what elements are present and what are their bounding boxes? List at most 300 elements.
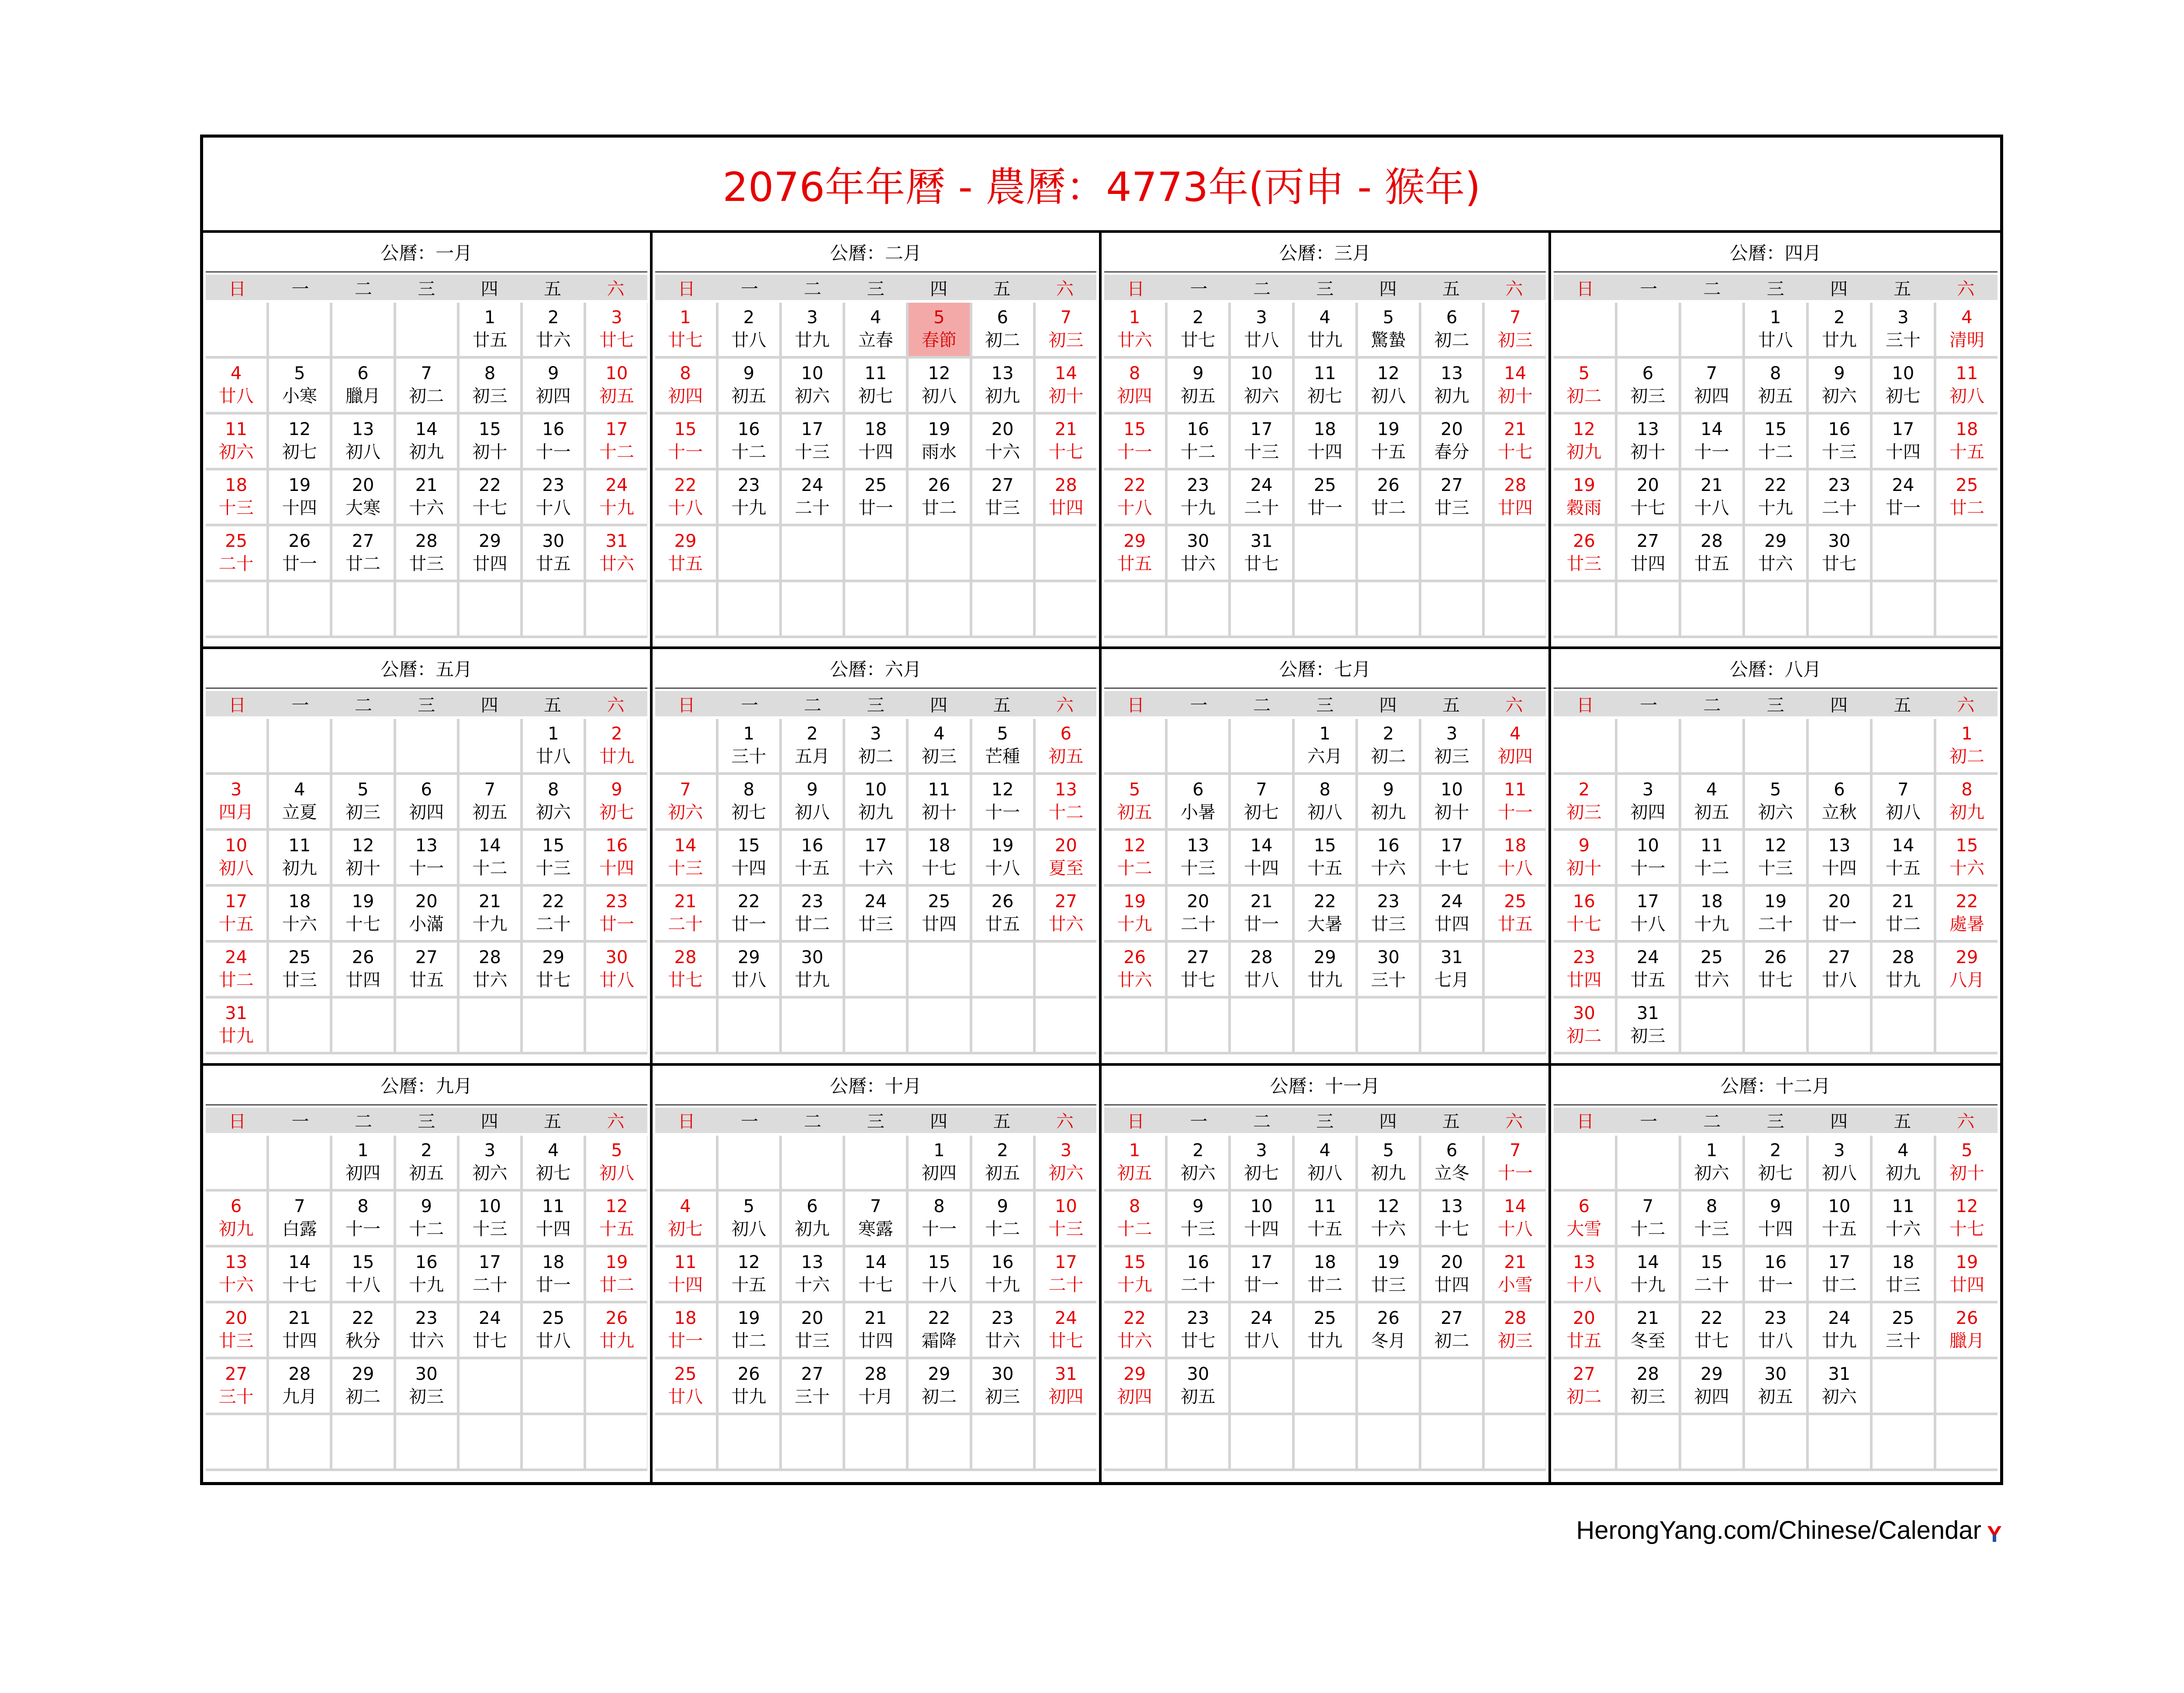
gregorian-day: 30 <box>542 531 565 551</box>
gregorian-day: 20 <box>1187 891 1209 912</box>
lunar-day: 白露 <box>282 1219 317 1239</box>
gregorian-day: 20 <box>1637 475 1659 495</box>
day-cell <box>1745 359 1806 412</box>
day-cell <box>396 1136 457 1189</box>
lunar-day: 廿六 <box>409 1330 444 1351</box>
gregorian-day: 19 <box>1573 475 1595 495</box>
gregorian-day: 5 <box>743 1196 755 1216</box>
day-cell <box>1617 831 1679 884</box>
gregorian-day: 1 <box>484 308 496 328</box>
gregorian-day: 23 <box>737 475 760 495</box>
calendar-frame <box>200 135 2003 1485</box>
gregorian-day: 2 <box>743 308 755 328</box>
lunar-day: 廿九 <box>731 1386 767 1407</box>
gregorian-day: 18 <box>542 1252 565 1272</box>
lunar-day: 初四 <box>1117 1386 1152 1407</box>
empty-cell <box>1104 999 1165 1052</box>
weekday-label: 日 <box>1576 695 1594 715</box>
weekday-label: 六 <box>1056 279 1074 299</box>
day-cell <box>1358 415 1419 468</box>
lunar-day: 廿五 <box>409 970 444 991</box>
day-cell <box>719 887 779 940</box>
gregorian-day: 19 <box>1377 1252 1400 1272</box>
lunar-day: 十六 <box>985 442 1020 462</box>
gregorian-day: 30 <box>605 947 628 968</box>
gregorian-day: 8 <box>357 1196 369 1216</box>
day-cell <box>1873 1247 1934 1301</box>
lunar-day: 初五 <box>985 1163 1020 1183</box>
gregorian-day: 17 <box>605 419 628 439</box>
gregorian-day: 8 <box>680 363 691 384</box>
lunar-day: 廿八 <box>731 970 767 991</box>
day-cell <box>1554 1303 1615 1357</box>
lunar-day: 廿九 <box>599 746 634 767</box>
lunar-day: 廿五 <box>1497 914 1533 935</box>
day-cell <box>1295 1192 1355 1245</box>
day-cell <box>1936 831 1997 884</box>
weekday-label: 三 <box>1316 1112 1334 1132</box>
gregorian-day: 18 <box>674 1308 697 1328</box>
lunar-day: 十一 <box>1117 442 1152 462</box>
empty-cell <box>1168 719 1228 772</box>
empty-cell <box>1873 526 1934 580</box>
lunar-day: 初五 <box>1758 1386 1793 1407</box>
weekday-label: 日 <box>677 279 695 299</box>
day-grid <box>1104 303 1546 638</box>
lunar-day: 十一 <box>1694 442 1729 462</box>
gregorian-day: 19 <box>1377 419 1400 439</box>
gregorian-day: 24 <box>864 891 887 912</box>
gregorian-day: 8 <box>1129 363 1140 384</box>
month-title: 公曆：六月 <box>655 649 1097 689</box>
day-grid <box>1554 303 1998 638</box>
gregorian-day: 10 <box>1441 780 1463 800</box>
gregorian-day: 14 <box>1054 363 1077 384</box>
gregorian-day: 25 <box>674 1364 697 1384</box>
lunar-day: 小暑 <box>1180 802 1216 823</box>
month-block <box>1102 649 1551 1065</box>
gregorian-day: 16 <box>1187 1252 1209 1272</box>
gregorian-day: 12 <box>991 780 1014 800</box>
day-cell <box>1168 943 1228 996</box>
gregorian-day: 26 <box>1377 475 1400 495</box>
day-cell <box>269 831 330 884</box>
weekday-label: 一 <box>741 279 759 299</box>
gregorian-day: 13 <box>415 836 438 856</box>
day-cell <box>1295 831 1355 884</box>
lunar-day: 二十 <box>795 498 830 518</box>
gregorian-day: 12 <box>1573 419 1595 439</box>
weekday-label: 二 <box>354 1112 372 1132</box>
lunar-day: 十四 <box>1821 858 1857 879</box>
day-cell <box>972 359 1033 412</box>
day-cell <box>332 775 393 828</box>
lunar-day: 廿三 <box>1885 1275 1921 1295</box>
day-cell <box>909 775 969 828</box>
lunar-day: 廿三 <box>1566 554 1602 574</box>
lunar-day: 十二 <box>1048 802 1084 823</box>
day-cell <box>1873 415 1934 468</box>
day-cell <box>586 359 647 412</box>
month-title: 公曆：五月 <box>206 649 647 689</box>
lunar-day: 廿八 <box>1244 970 1279 991</box>
day-cell <box>1745 887 1806 940</box>
day-cell <box>1231 303 1292 356</box>
empty-cell <box>972 999 1033 1052</box>
day-cell <box>396 359 457 412</box>
gregorian-day: 5 <box>1382 1140 1394 1161</box>
lunar-day: 廿五 <box>1694 554 1729 574</box>
day-cell <box>1745 775 1806 828</box>
empty-cell <box>460 1359 520 1413</box>
gregorian-day: 14 <box>1504 1196 1527 1216</box>
gregorian-day: 6 <box>230 1196 242 1216</box>
day-cell <box>845 1192 906 1245</box>
gregorian-day: 1 <box>547 724 559 744</box>
day-cell <box>655 831 716 884</box>
day-cell <box>1617 1303 1679 1357</box>
gregorian-day: 30 <box>1187 531 1209 551</box>
gregorian-day: 14 <box>864 1252 887 1272</box>
lunar-day: 廿五 <box>1566 1330 1602 1351</box>
gregorian-day: 23 <box>542 475 565 495</box>
empty-cell <box>1936 999 1997 1052</box>
gregorian-day: 5 <box>611 1140 622 1161</box>
day-cell <box>1295 303 1355 356</box>
lunar-day: 初四 <box>346 1163 381 1183</box>
day-cell <box>586 775 647 828</box>
lunar-day: 初八 <box>795 802 830 823</box>
lunar-day: 九月 <box>282 1386 317 1407</box>
day-grid <box>1554 1136 1998 1471</box>
lunar-day: 十五 <box>599 1219 634 1239</box>
lunar-day: 初七 <box>282 442 317 462</box>
day-cell <box>909 719 969 772</box>
day-cell <box>332 831 393 884</box>
lunar-day: 十六 <box>1949 858 1984 879</box>
gregorian-day: 18 <box>1700 891 1723 912</box>
day-cell <box>1809 303 1870 356</box>
day-cell <box>523 1136 584 1189</box>
gregorian-day: 16 <box>801 836 823 856</box>
gregorian-day: 13 <box>801 1252 823 1272</box>
month-title: 公曆：七月 <box>1104 649 1546 689</box>
lunar-day: 立春 <box>858 330 893 350</box>
lunar-day: 初三 <box>1497 330 1533 350</box>
lunar-day: 初五 <box>731 386 767 406</box>
lunar-day: 十九 <box>731 498 767 518</box>
gregorian-day: 29 <box>479 531 501 551</box>
lunar-day: 廿九 <box>1307 1330 1343 1351</box>
month-title: 公曆：十一月 <box>1104 1066 1546 1106</box>
day-cell <box>1936 1136 1997 1189</box>
empty-cell <box>206 1136 266 1189</box>
lunar-day: 初二 <box>346 1386 381 1407</box>
day-cell <box>586 1247 647 1301</box>
gregorian-day: 10 <box>1250 1196 1273 1216</box>
lunar-day: 初六 <box>536 802 571 823</box>
gregorian-day: 25 <box>864 475 887 495</box>
gregorian-day: 8 <box>484 363 496 384</box>
gregorian-day: 25 <box>542 1308 565 1328</box>
day-cell <box>460 470 520 524</box>
lunar-day: 十八 <box>346 1275 381 1295</box>
weekday-label: 一 <box>1640 1112 1658 1132</box>
day-cell <box>1554 775 1615 828</box>
weekday-header <box>1554 275 1998 300</box>
gregorian-day: 28 <box>288 1364 311 1384</box>
day-cell <box>396 1192 457 1245</box>
gregorian-day: 28 <box>415 531 438 551</box>
lunar-day: 十七 <box>1434 1219 1469 1239</box>
empty-cell <box>782 526 843 580</box>
lunar-day: 廿三 <box>218 1330 254 1351</box>
gregorian-day: 9 <box>1770 1196 1781 1216</box>
day-cell <box>1485 1247 1545 1301</box>
day-cell <box>523 887 584 940</box>
day-cell <box>1809 1136 1870 1189</box>
day-cell <box>1421 775 1482 828</box>
gregorian-day: 21 <box>479 891 501 912</box>
gregorian-day: 16 <box>1187 419 1209 439</box>
weekday-label: 五 <box>543 1112 561 1132</box>
day-cell <box>586 470 647 524</box>
gregorian-day: 5 <box>997 724 1008 744</box>
day-cell <box>1421 831 1482 884</box>
lunar-day: 十五 <box>1949 442 1984 462</box>
gregorian-day: 15 <box>352 1252 374 1272</box>
lunar-day: 清明 <box>1949 330 1984 350</box>
lunar-day: 立夏 <box>282 802 317 823</box>
lunar-day: 七月 <box>1434 970 1469 991</box>
empty-cell <box>269 303 330 356</box>
day-cell <box>1036 1359 1096 1413</box>
gregorian-day: 29 <box>1123 1364 1146 1384</box>
lunar-day: 廿九 <box>795 330 830 350</box>
gregorian-day: 7 <box>484 780 496 800</box>
day-cell <box>523 415 584 468</box>
gregorian-day: 2 <box>1578 780 1590 800</box>
day-cell <box>460 775 520 828</box>
gregorian-day: 19 <box>288 475 311 495</box>
gregorian-day: 18 <box>928 836 950 856</box>
gregorian-day: 18 <box>1313 1252 1336 1272</box>
day-cell <box>1873 470 1934 524</box>
gregorian-day: 14 <box>1504 363 1527 384</box>
lunar-day: 初三 <box>1630 386 1666 406</box>
day-cell <box>1936 415 1997 468</box>
day-cell <box>972 831 1033 884</box>
day-cell <box>719 1247 779 1301</box>
weekday-label: 三 <box>867 279 885 299</box>
lunar-day: 廿三 <box>282 970 317 991</box>
day-cell <box>1168 831 1228 884</box>
lunar-day: 十六 <box>409 498 444 518</box>
day-cell <box>269 1303 330 1357</box>
gregorian-day: 19 <box>1123 891 1146 912</box>
lunar-day: 初五 <box>1758 386 1793 406</box>
gregorian-day: 11 <box>928 780 950 800</box>
day-cell <box>206 887 266 940</box>
lunar-day: 廿七 <box>599 330 634 350</box>
footer-url[interactable]: HerongYang.com/Chinese/Calendar <box>1576 1516 1981 1544</box>
day-cell <box>1873 1192 1934 1245</box>
empty-cell <box>1745 582 1806 636</box>
day-cell <box>972 887 1033 940</box>
gregorian-day: 10 <box>801 363 823 384</box>
gregorian-day: 19 <box>1764 891 1787 912</box>
lunar-day: 十二 <box>1758 442 1793 462</box>
empty-cell <box>719 526 779 580</box>
lunar-day: 初九 <box>409 442 444 462</box>
day-cell <box>269 887 330 940</box>
day-grid <box>206 719 647 1054</box>
day-cell <box>1295 470 1355 524</box>
empty-cell <box>1745 1415 1806 1468</box>
gregorian-day: 4 <box>294 780 305 800</box>
lunar-day: 霜降 <box>921 1330 957 1351</box>
gregorian-day: 22 <box>1764 475 1787 495</box>
empty-cell <box>972 582 1033 636</box>
lunar-day: 初七 <box>1307 386 1343 406</box>
lunar-day: 初三 <box>1630 1386 1666 1407</box>
gregorian-day: 24 <box>1054 1308 1077 1328</box>
day-cell <box>1036 719 1096 772</box>
lunar-day: 十八 <box>1497 858 1533 879</box>
day-cell <box>206 470 266 524</box>
lunar-day: 廿八 <box>536 1330 571 1351</box>
day-cell <box>909 1303 969 1357</box>
gregorian-day: 12 <box>352 836 374 856</box>
empty-cell <box>1231 719 1292 772</box>
empty-cell <box>1681 582 1742 636</box>
lunar-day: 廿九 <box>218 1026 254 1047</box>
weekday-label: 三 <box>1766 695 1784 715</box>
weekday-label: 一 <box>291 279 309 299</box>
day-cell <box>1681 1136 1742 1189</box>
lunar-day: 初四 <box>536 386 571 406</box>
gregorian-day: 21 <box>674 891 697 912</box>
gregorian-day: 27 <box>991 475 1014 495</box>
gregorian-day: 28 <box>1700 531 1723 551</box>
day-cell <box>396 943 457 996</box>
day-cell <box>909 1359 969 1413</box>
day-cell <box>1104 775 1165 828</box>
day-cell <box>845 1247 906 1301</box>
lunar-day: 初四 <box>668 386 703 406</box>
day-cell <box>782 719 843 772</box>
weekday-label: 六 <box>607 695 625 715</box>
gregorian-day: 24 <box>1892 475 1914 495</box>
weekday-label: 二 <box>1253 279 1271 299</box>
gregorian-day: 27 <box>225 1364 248 1384</box>
weekday-label: 六 <box>1056 1112 1074 1132</box>
gregorian-day: 29 <box>674 531 697 551</box>
day-cell <box>1681 1359 1742 1413</box>
day-cell <box>1617 999 1679 1052</box>
empty-cell <box>1554 1415 1615 1468</box>
lunar-day: 廿八 <box>599 970 634 991</box>
day-cell <box>909 831 969 884</box>
lunar-day: 冬至 <box>1630 1330 1666 1351</box>
day-cell <box>909 1136 969 1189</box>
lunar-day: 廿七 <box>1244 554 1279 574</box>
lunar-day: 廿四 <box>346 970 381 991</box>
lunar-day: 十八 <box>1117 498 1152 518</box>
lunar-day: 初七 <box>1758 1163 1793 1183</box>
lunar-day: 初八 <box>599 1163 634 1183</box>
gregorian-day: 19 <box>928 419 950 439</box>
day-cell <box>460 943 520 996</box>
lunar-day: 廿三 <box>1371 1275 1406 1295</box>
empty-cell <box>1231 999 1292 1052</box>
gregorian-day: 15 <box>737 836 760 856</box>
lunar-day: 初九 <box>1371 1163 1406 1183</box>
empty-cell <box>845 582 906 636</box>
day-grid <box>655 719 1097 1054</box>
gregorian-day: 27 <box>801 1364 823 1384</box>
gregorian-day: 8 <box>743 780 755 800</box>
day-cell <box>1485 359 1545 412</box>
day-cell <box>1617 415 1679 468</box>
weekday-label: 六 <box>1056 695 1074 715</box>
lunar-day: 十一 <box>985 802 1020 823</box>
lunar-day: 廿八 <box>731 330 767 350</box>
day-cell <box>1358 1247 1419 1301</box>
day-cell <box>1554 526 1615 580</box>
gregorian-day: 19 <box>1956 1252 1978 1272</box>
month-block <box>1102 233 1551 649</box>
day-cell <box>1358 887 1419 940</box>
lunar-day: 廿六 <box>1117 330 1152 350</box>
gregorian-day: 21 <box>1250 891 1273 912</box>
gregorian-day: 21 <box>415 475 438 495</box>
day-cell <box>719 359 779 412</box>
lunar-day: 十六 <box>858 858 893 879</box>
lunar-day: 初六 <box>1244 386 1279 406</box>
gregorian-day: 26 <box>1123 947 1146 968</box>
empty-cell <box>1036 526 1096 580</box>
day-cell <box>460 1192 520 1245</box>
day-cell <box>1104 1247 1165 1301</box>
empty-cell <box>523 999 584 1052</box>
lunar-day: 大暑 <box>1307 914 1343 935</box>
day-cell <box>460 526 520 580</box>
day-cell <box>1745 526 1806 580</box>
day-cell <box>1104 526 1165 580</box>
lunar-day: 初三 <box>472 386 508 406</box>
day-grid <box>655 1136 1097 1471</box>
day-cell <box>1809 1192 1870 1245</box>
day-cell <box>396 1359 457 1413</box>
day-cell <box>972 1359 1033 1413</box>
gregorian-day: 16 <box>737 419 760 439</box>
gregorian-day: 5 <box>1961 1140 1973 1161</box>
empty-cell <box>719 1136 779 1189</box>
lunar-day: 初三 <box>346 802 381 823</box>
gregorian-day: 28 <box>1637 1364 1659 1384</box>
weekday-label: 四 <box>480 1112 498 1132</box>
day-cell <box>1104 1359 1165 1413</box>
gregorian-day: 15 <box>1764 419 1787 439</box>
gregorian-day: 21 <box>1504 1252 1527 1272</box>
lunar-day: 廿九 <box>1821 330 1857 350</box>
gregorian-day: 8 <box>1961 780 1973 800</box>
weekday-label: 一 <box>741 695 759 715</box>
gregorian-day: 4 <box>933 724 945 744</box>
day-cell <box>782 831 843 884</box>
day-cell <box>1168 1136 1228 1189</box>
